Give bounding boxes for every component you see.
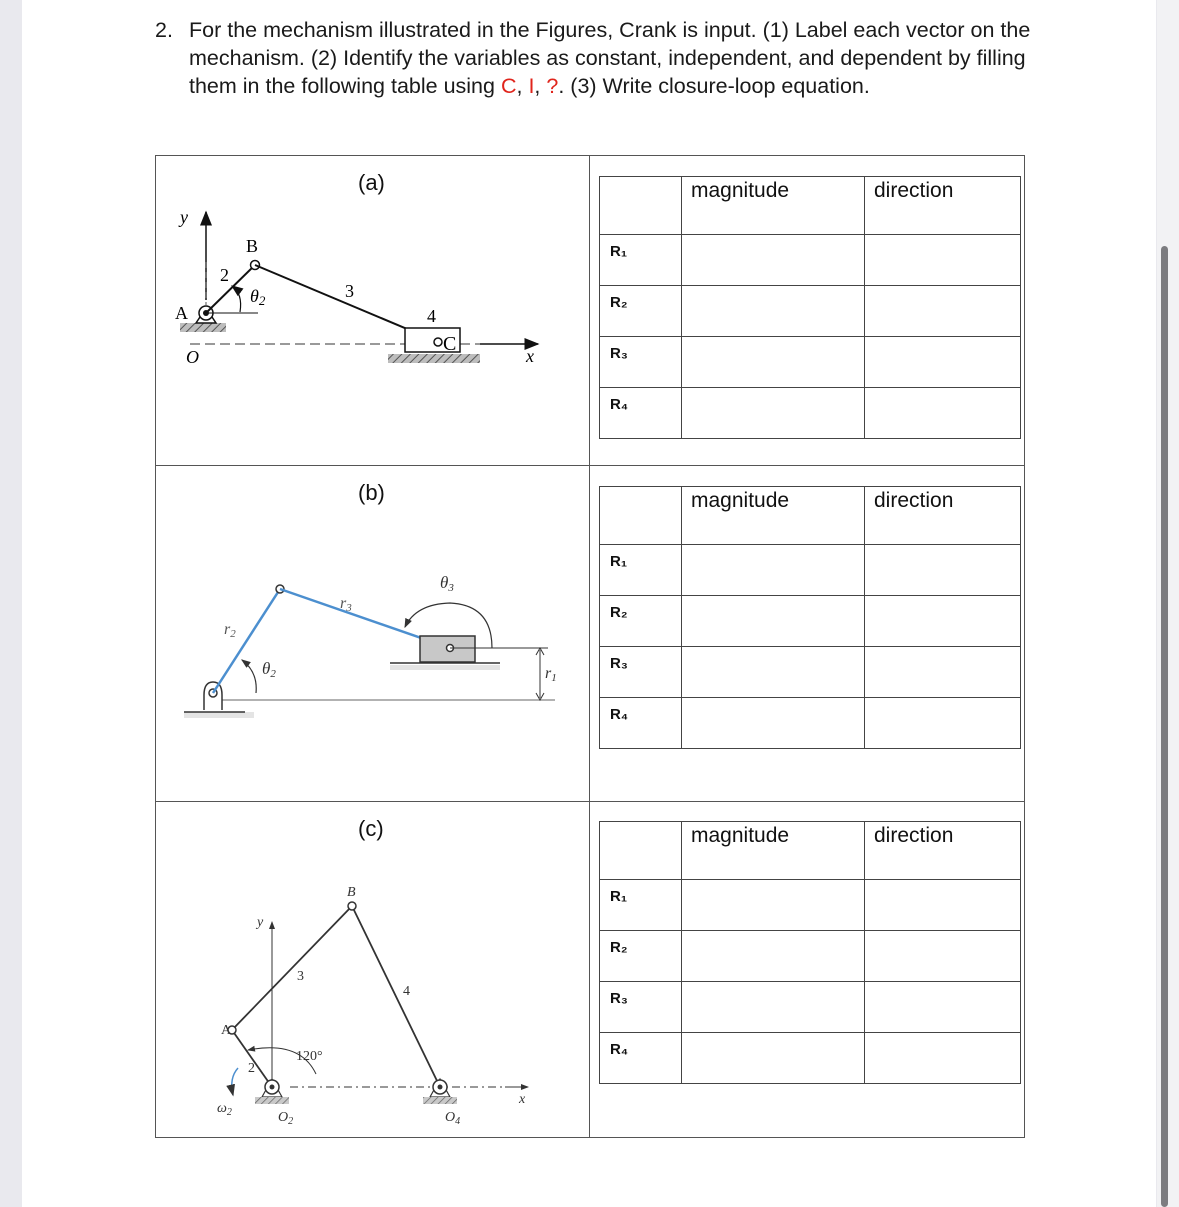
table-row [600,596,1021,647]
table-row [600,545,1021,596]
direction-cell[interactable] [865,337,1021,388]
label-link-4: 4 [403,984,410,999]
row-label: R₂ [600,931,682,982]
variable-table-c [599,821,1021,1084]
row-label: R₄ [600,1033,682,1084]
magnitude-cell[interactable] [682,337,865,388]
table-row [600,982,1021,1033]
direction-cell[interactable] [865,235,1021,286]
magnitude-cell[interactable] [682,235,865,286]
direction-cell[interactable] [865,698,1021,749]
table-corner-cell [600,177,682,235]
row-label: R₁ [600,880,682,931]
question-text-part-1: For the mechanism illustrated in the Figures, Crank is input. (1) Label each vector on the mechanism. (2) Identify the variables as constant, independent, and dependent by filling them in the following table using [189,18,1031,98]
label-b: B [347,885,356,900]
figure-a-label: (a) [358,170,385,195]
variable-table-a [599,176,1021,439]
label-omega-2: $\omega_2$ [217,1101,232,1118]
table-row [600,286,1021,337]
label-link-2: 2 [248,1061,255,1076]
direction-cell[interactable] [865,286,1021,337]
direction-cell[interactable] [865,647,1021,698]
separator: , [534,74,547,98]
label-theta-3: θ3 [440,573,454,594]
table-row [600,647,1021,698]
direction-cell[interactable] [865,596,1021,647]
code-independent: I [528,74,535,98]
label-theta-2: θ2 [262,659,276,680]
label-theta-2: θ2 [250,286,266,308]
magnitude-cell[interactable] [682,1033,865,1084]
direction-cell[interactable] [865,982,1021,1033]
ground-o2 [255,1097,289,1104]
ground-o4 [423,1097,457,1104]
table-corner-cell [600,487,682,545]
magnitude-cell[interactable] [682,596,865,647]
table-row [600,698,1021,749]
variable-table-b [599,486,1021,749]
separator: , [516,74,529,98]
figure-c-label: (c) [358,816,384,841]
direction-cell[interactable] [865,1033,1021,1084]
question-number: 2. [155,18,173,42]
direction-cell[interactable] [865,545,1021,596]
label-link-3: 3 [345,281,354,301]
row-label: R₁ [600,235,682,286]
row-label: R₄ [600,698,682,749]
magnitude-cell[interactable] [682,698,865,749]
header-magnitude: magnitude [682,487,865,545]
label-link-2: 2 [220,265,229,285]
magnitude-cell[interactable] [682,880,865,931]
y-axis-label: y [180,207,188,227]
header-direction: direction [865,487,1021,545]
label-a: A [175,303,188,323]
header-direction: direction [865,177,1021,235]
label-link-4: 4 [427,306,436,326]
table-corner-cell [600,822,682,880]
magnitude-cell[interactable] [682,982,865,1033]
rocker-link-4 [352,906,440,1087]
x-axis-label: x [519,1092,526,1107]
code-constant: C [500,74,517,98]
row-label: R₄ [600,388,682,439]
code-dependent: ? [546,74,559,98]
table-row [600,337,1021,388]
table-row [600,235,1021,286]
crank-link-2 [232,1030,272,1087]
label-link-3: 3 [297,969,304,984]
row-label: R₁ [600,545,682,596]
label-r1: r1 [545,665,557,684]
omega-arrow [232,1068,238,1095]
row-label: R₃ [600,647,682,698]
question-text-part-2: . (3) Write closure-loop equation. [558,74,870,98]
magnitude-cell[interactable] [682,545,865,596]
label-o4: $O_4$ [445,1110,461,1127]
label-r2: r2 [224,621,236,640]
row-label: R₂ [600,596,682,647]
figure-b-label: (b) [358,480,385,505]
table-row [600,931,1021,982]
direction-cell[interactable] [865,388,1021,439]
row-label: R₂ [600,286,682,337]
label-a: A [221,1023,232,1038]
header-magnitude: magnitude [682,822,865,880]
row-label: R₃ [600,337,682,388]
row-label: R₃ [600,982,682,1033]
magnitude-cell[interactable] [682,388,865,439]
label-o2: $O_2$ [278,1110,294,1127]
header-direction: direction [865,822,1021,880]
table-row [600,1033,1021,1084]
magnitude-cell[interactable] [682,286,865,337]
direction-cell[interactable] [865,880,1021,931]
table-row [600,880,1021,931]
header-magnitude: magnitude [682,177,865,235]
coupler-link-3 [232,906,352,1030]
magnitude-cell[interactable] [682,647,865,698]
x-axis-label: x [526,346,534,366]
magnitude-cell[interactable] [682,931,865,982]
label-c: C [443,333,457,355]
y-axis-label: y [257,915,264,930]
label-angle-120: 120° [296,1049,323,1064]
joint-b [348,902,356,910]
label-o: O [186,347,199,367]
table-row [600,388,1021,439]
direction-cell[interactable] [865,931,1021,982]
label-b: B [246,236,259,256]
label-r3: r3 [340,595,352,614]
